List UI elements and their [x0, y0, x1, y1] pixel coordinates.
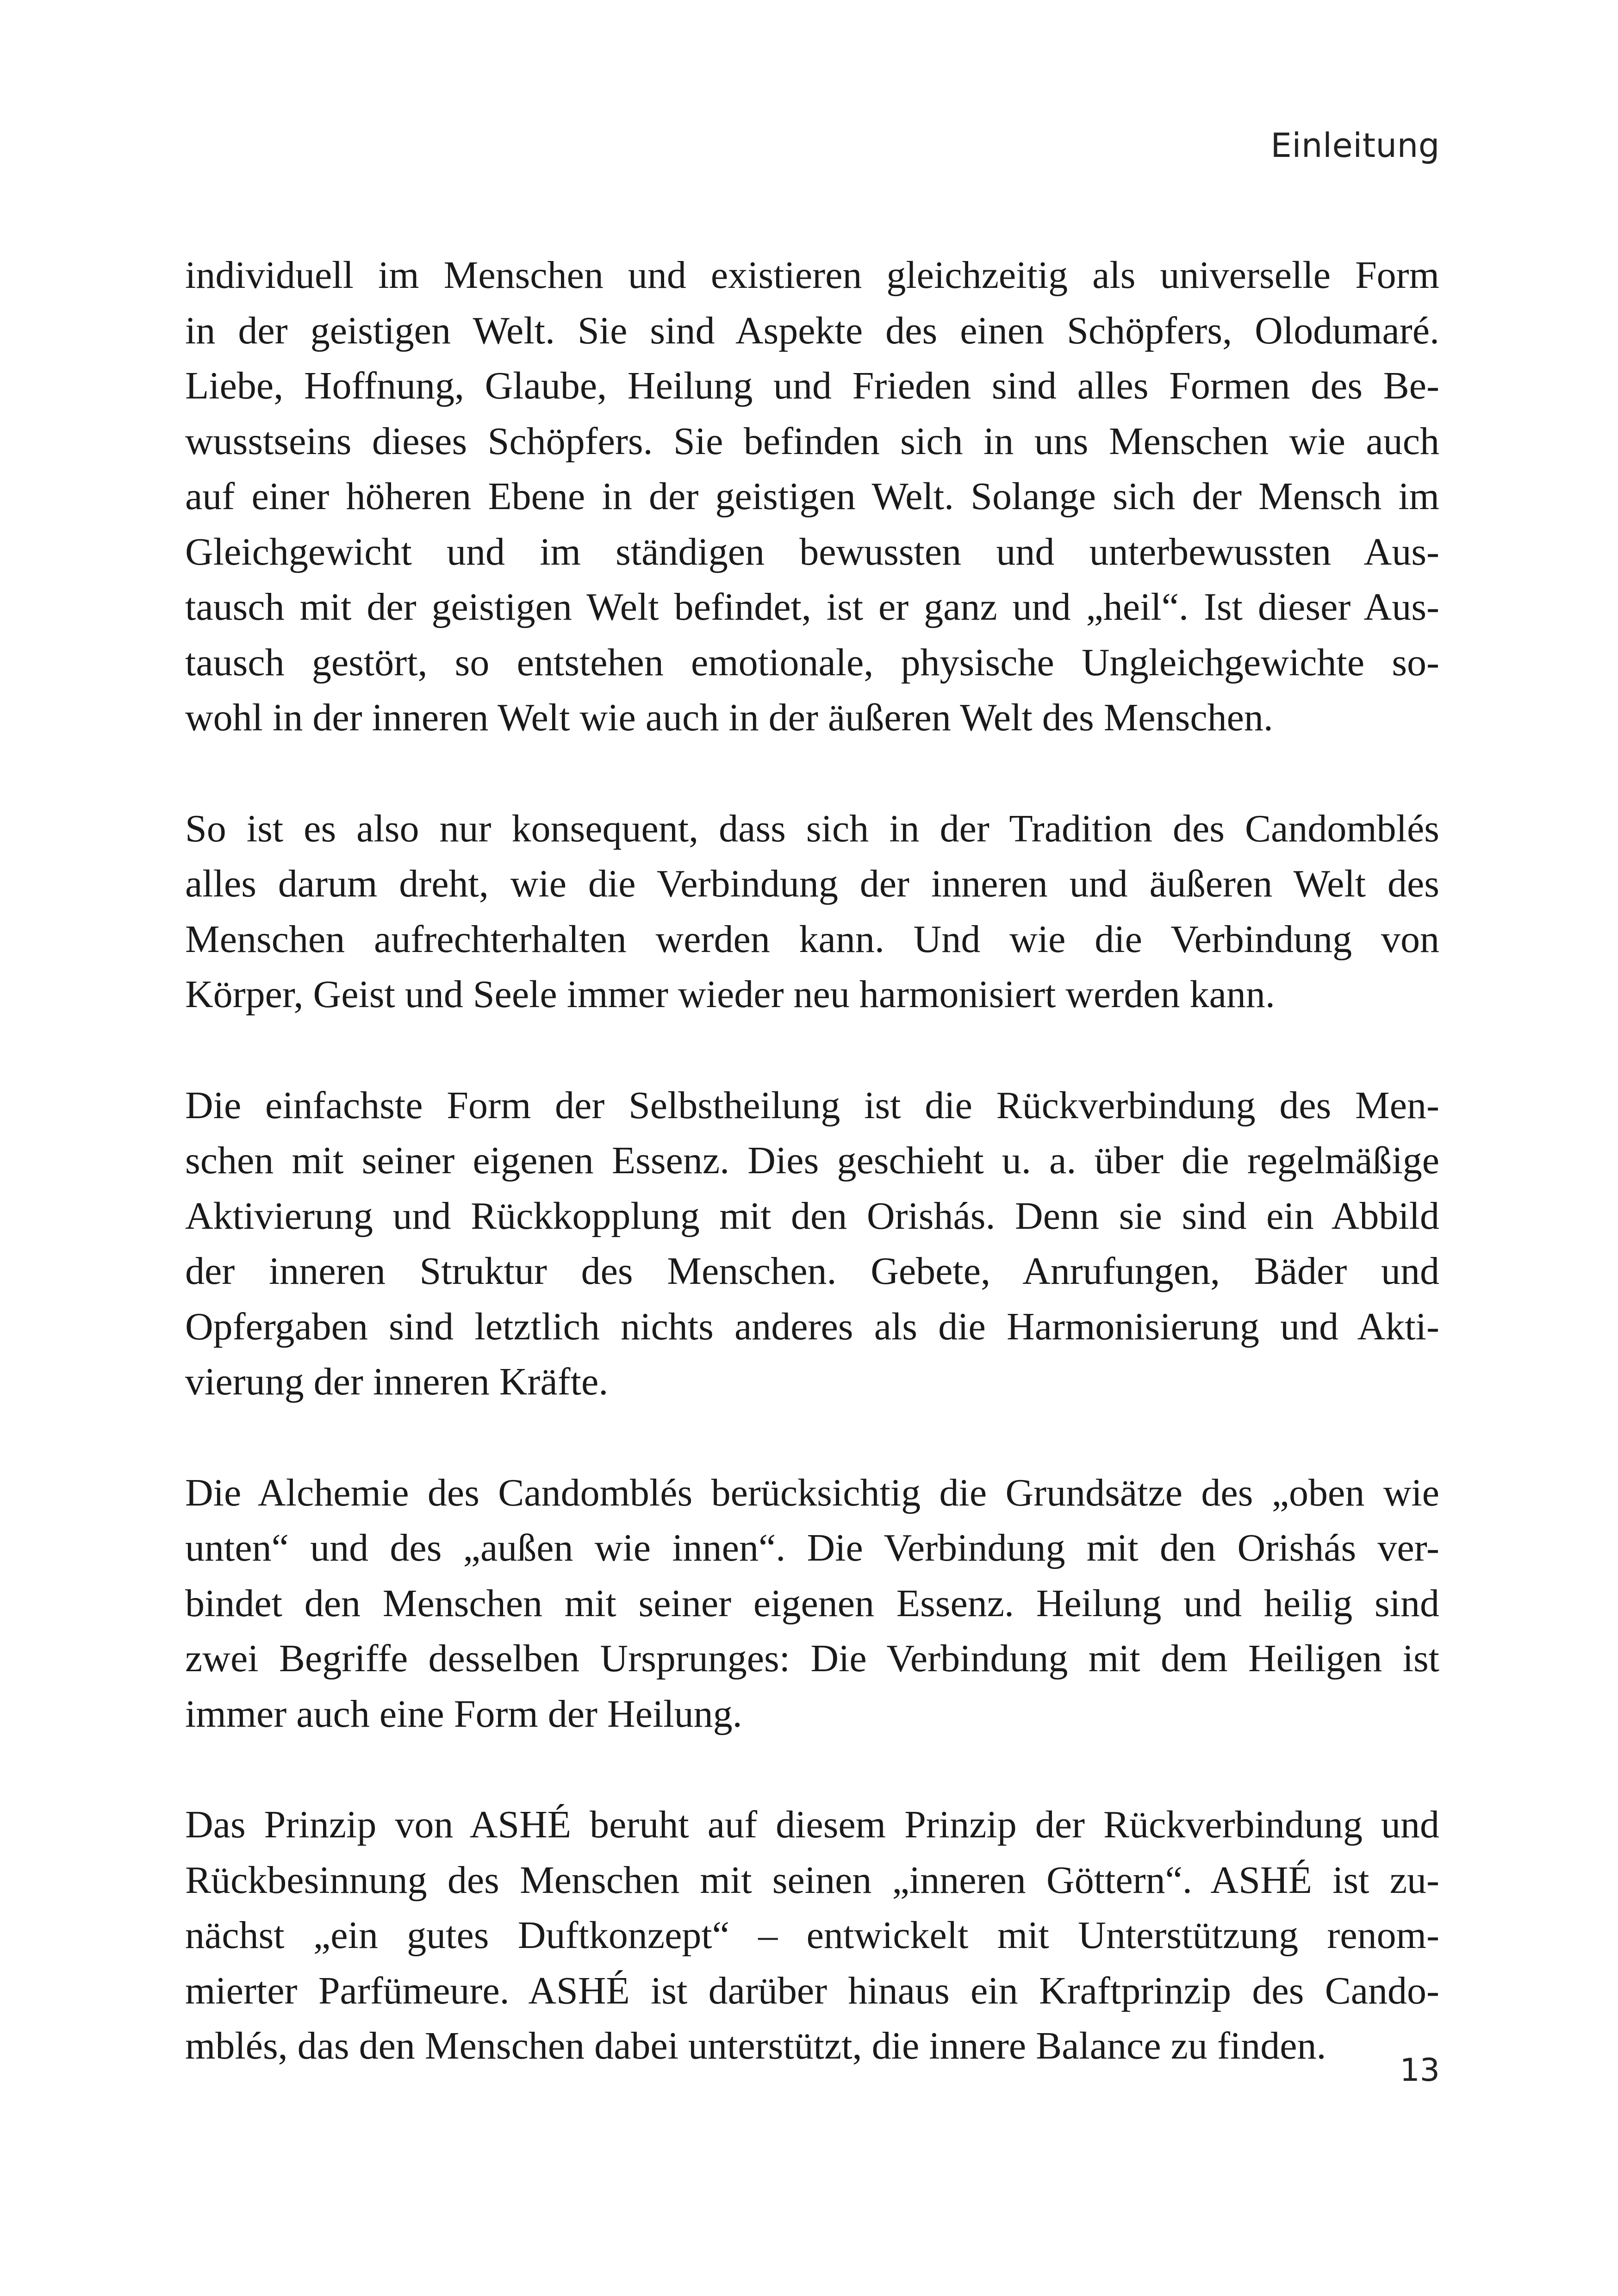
text-line: immer auch eine Form der Heilung. — [185, 1692, 742, 1736]
text-line: wusstseins dieses Schöpfers. Sie befinden sich in uns Menschen wie auch — [185, 419, 1439, 463]
text-line: mblés, das den Menschen dabei unterstützt, die innere Balance zu finden. — [185, 2024, 1326, 2067]
text-line: nächst „ein gutes Duftkonzept“ – entwickelt mit Unterstützung renom- — [185, 1914, 1439, 1957]
text-line: Die Alchemie des Candomblés berücksichtig die Grundsätze des „oben wie — [185, 1471, 1439, 1514]
text-line: Das Prinzip von ASHÉ beruht auf diesem Prinzip der Rückverbindung und — [185, 1803, 1439, 1846]
text-line: auf einer höheren Ebene in der geistigen Welt. Solange sich der Mensch im — [185, 475, 1439, 518]
paragraph — [185, 801, 1439, 1022]
body-text — [185, 248, 1439, 2074]
text-line: mierter Parfümeure. ASHÉ ist darüber hinaus ein Kraftprinzip des Cando- — [185, 1969, 1439, 2012]
text-line: Rückbesinnung des Menschen mit seinen „inneren Göttern“. ASHÉ ist zu- — [185, 1858, 1439, 1902]
text-line: Liebe, Hoffnung, Glaube, Heilung und Frieden sind alles Formen des Be- — [185, 364, 1439, 407]
text-line: Opfergaben sind letztlich nichts anderes als die Harmonisierung und Akti- — [185, 1305, 1439, 1348]
paragraph — [185, 1078, 1439, 1410]
text-line: wohl in der inneren Welt wie auch in der äußeren Welt des Menschen. — [185, 696, 1273, 739]
text-line: bindet den Menschen mit seiner eigenen Essenz. Heilung und heilig sind — [185, 1581, 1439, 1625]
page-number: 13 — [1400, 2052, 1440, 2089]
text-line: unten“ und des „außen wie innen“. Die Verbindung mit den Orishás ver- — [185, 1526, 1439, 1569]
paragraph — [185, 1797, 1439, 2074]
text-line: So ist es also nur konsequent, dass sich in der Tradition des Candomblés — [185, 807, 1439, 850]
text-line: in der geistigen Welt. Sie sind Aspekte des einen Schöpfers, Olodumaré. — [185, 309, 1439, 352]
text-line: zwei Begriffe desselben Ursprunges: Die Verbindung mit dem Heiligen ist — [185, 1637, 1439, 1680]
text-line: Körper, Geist und Seele immer wieder neu harmonisiert werden kann. — [185, 973, 1275, 1016]
text-line: Menschen aufrechterhalten werden kann. Und wie die Verbindung von — [185, 917, 1439, 961]
text-line: tausch gestört, so entstehen emotionale, physische Ungleichgewichte so- — [185, 641, 1439, 684]
running-head: Einleitung — [1270, 126, 1440, 165]
text-line: tausch mit der geistigen Welt befindet, ist er ganz und „heil“. Ist dieser Aus- — [185, 585, 1439, 628]
text-line: der inneren Struktur des Menschen. Gebete, Anrufungen, Bäder und — [185, 1250, 1439, 1293]
text-line: Die einfachste Form der Selbstheilung ist die Rückverbindung des Men- — [185, 1083, 1439, 1127]
text-line: individuell im Menschen und existieren gleichzeitig als universelle Form — [185, 254, 1439, 297]
text-line: Aktivierung und Rückkopplung mit den Orishás. Denn sie sind ein Abbild — [185, 1194, 1439, 1238]
paragraph — [185, 1465, 1439, 1742]
text-line: alles darum dreht, wie die Verbindung der inneren und äußeren Welt des — [185, 862, 1439, 905]
paragraph — [185, 248, 1439, 746]
text-line: Gleichgewicht und im ständigen bewussten und unterbewussten Aus- — [185, 530, 1439, 573]
text-line: vierung der inneren Kräfte. — [185, 1360, 609, 1403]
text-line: schen mit seiner eigenen Essenz. Dies geschieht u. a. über die regelmäßige — [185, 1139, 1439, 1182]
